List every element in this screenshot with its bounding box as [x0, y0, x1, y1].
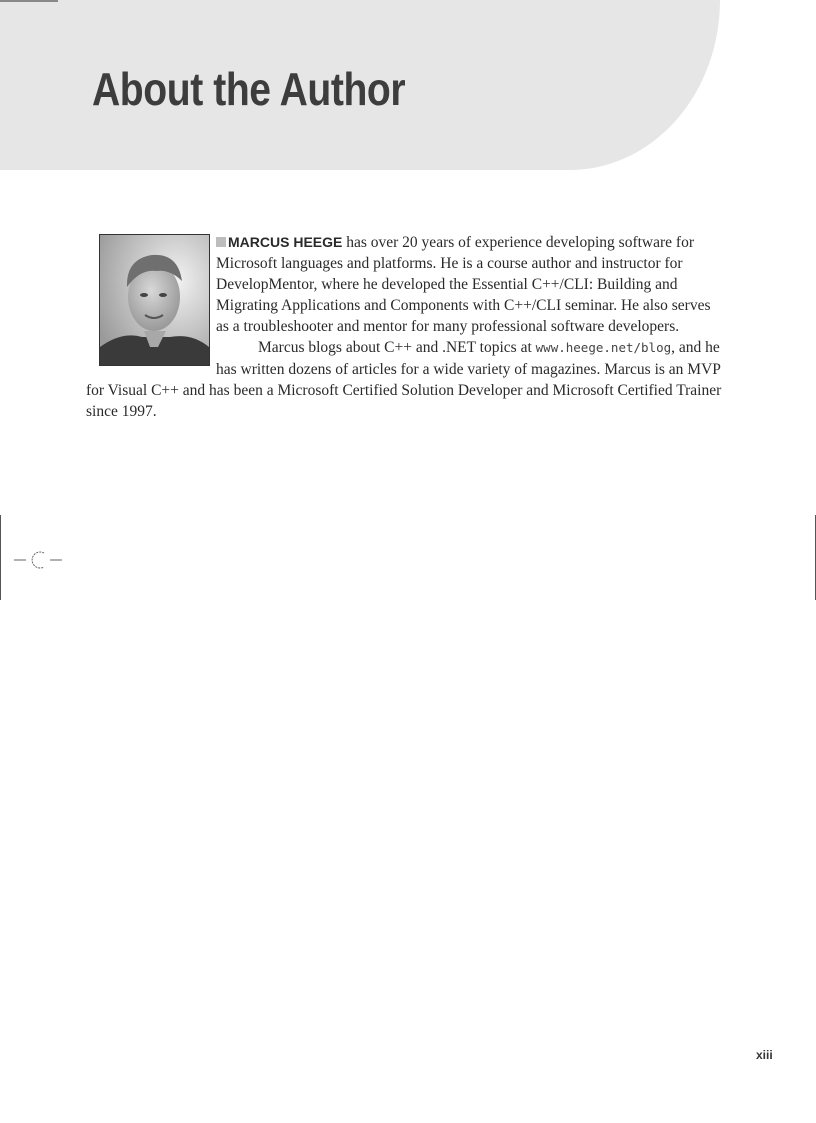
- page-title: About the Author: [92, 63, 406, 115]
- section-marker-icon: [216, 237, 226, 247]
- page-number: xiii: [756, 1048, 773, 1062]
- blog-url-link[interactable]: www.heege.net/blog: [535, 340, 672, 356]
- bio-paragraph-2-end: , and he has written dozens of articles for a wide variety of magazines. Marcus is an MVP for Visual C++ and has been a Microsoft Certified Solution Developer and Microsoft Certified Trainer since 1997.: [86, 339, 722, 420]
- author-bio: [86, 232, 726, 422]
- crop-mark-left: [0, 515, 1, 600]
- photo-wrap-spacer: [86, 232, 216, 359]
- bio-paragraph-1-text: has over 20 years of experience developing software for Microsoft languages and platforms. He is a course author and instructor for DevelopMentor, where he developed the Essential C++/CLI: Building and Migrating Applications and Components with C++/CLI seminar. He also serves as a troubleshooter and mentor for many professional software developers.: [216, 234, 711, 336]
- bio-paragraph-2-start: Marcus blogs about C++ and .NET topics at: [258, 339, 536, 357]
- top-rule: [0, 0, 58, 2]
- registration-mark-icon: [14, 548, 62, 572]
- author-name: MARCUS HEEGE: [228, 234, 343, 250]
